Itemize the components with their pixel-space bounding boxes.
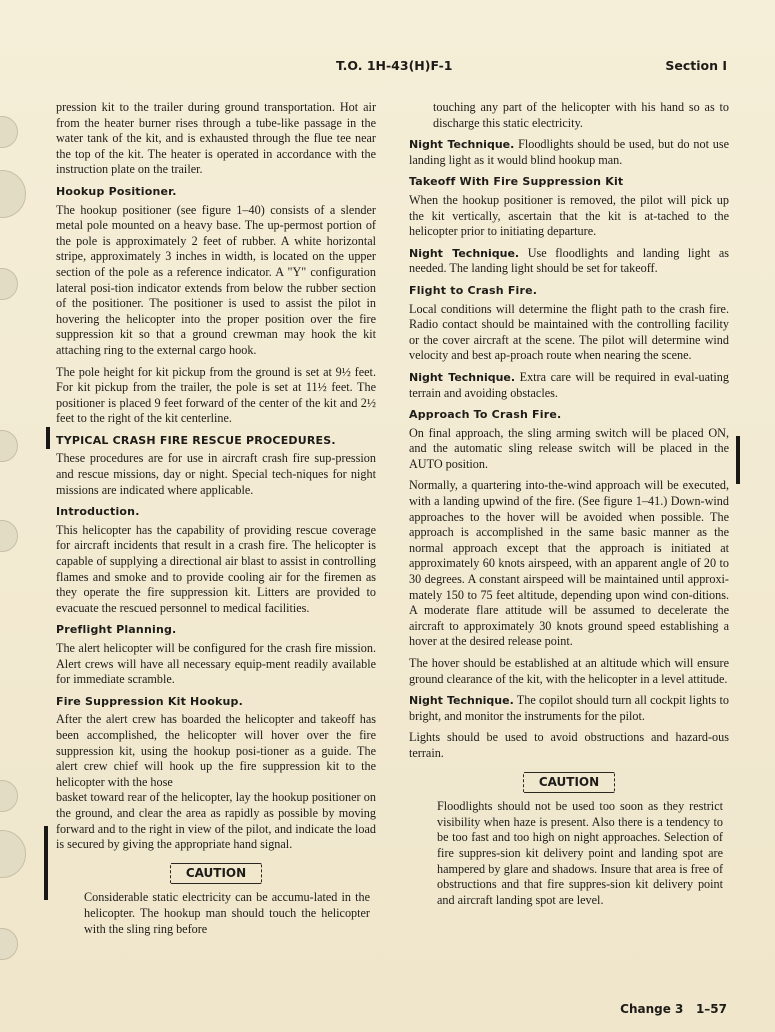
paragraph: These procedures are for use in aircraft crash fire sup-pression and rescue missions, day or night. Special tech-niques for night missions are indicated where applicable. [56, 451, 376, 497]
change-bar [46, 427, 50, 449]
night-technique-text: Use floodlights and landing light as needed. The landing light should be set for takeoff. [409, 245, 729, 276]
caution-label: CAUTION [170, 863, 262, 885]
change-number: Change 3 [620, 1002, 684, 1016]
binder-hole [0, 430, 18, 462]
paragraph: The hookup positioner (see figure 1–40) consists of a slender metal pole mounted on a heavy base. The up-permost portion of the pole is approximately 2 feet of rubber. A white horizontal stripe, approximately 3 inches in width, is located on the upper section of the pole as a reference indicator. A "Y" configuration lateral posi-tion indicator extends from below the rubber section of the positioner. The positioner is used to assist the pilot in hovering the helicopter into the proper position over the fire suppression kit so that a ground crewman may hook the kit attaching ring to the external cargo hook. [56, 202, 376, 357]
paragraph: The alert helicopter will be configured for the crash fire mission. Alert crews will have all necessary equip-ment readily available for immediate scramble. [56, 641, 376, 687]
left-column [56, 100, 376, 943]
binder-hole [0, 170, 26, 218]
paragraph: Normally, a quartering into-the-wind approach will be executed, with a landing upwind of the fire. (See figure 1–41.) Down-wind approaches to the hover will be avoided when possible. The approach is accomplished in the same basic manner as the normal approach except that the approach is initiated at approximately 60 knots airspeed, with an apparent angle of 20 to 30 degrees. A constant airspeed will be maintained until approxi-mately 150 to 75 feet altitude, depending upon wind con-ditions. A moderate flare attitude will be assumed to decelerate the aircraft to approximately 30 knots ground speed establishing a hover at the desired release point. [409, 478, 729, 649]
page-header [0, 58, 775, 78]
heading-flight-to-crash-fire: Flight to Crash Fire. [409, 283, 538, 297]
binder-hole [0, 116, 18, 148]
paragraph: After the alert crew has boarded the helicopter and takeoff has been accomplished, the helicopter will hover over the fire suppression kit, using the hookup posi-tioner as a guide. The alert crew chief will hook up the fire suppression kit to the helicopter with the hose [56, 712, 376, 789]
change-bar [44, 826, 48, 900]
heading-hookup-positioner: Hookup Positioner. [56, 184, 177, 198]
paragraph: touching any part of the helicopter with his hand so as to discharge this static electricity. [433, 100, 729, 130]
page-number: 1–57 [695, 1002, 727, 1016]
paragraph: Local conditions will determine the flight path to the crash fire. Radio contact should be maintained with the controlling facility or the cover aircraft at the scene. The pilot will determine wind velocity and best ap-proach route when nearing the scene. [409, 301, 729, 363]
night-technique-label: Night Technique. [409, 246, 520, 260]
paragraph: basket toward rear of the helicopter, lay the hookup positioner on the ground, and clear the area as rapidly as possible by moving forward and to the right in view of the pilot, and indicate the load is secured by giving the appropriate hand signal. [56, 790, 376, 852]
binder-hole [0, 520, 18, 552]
binder-hole [0, 268, 18, 300]
binder-hole [0, 928, 18, 960]
caution-text: Considerable static electricity can be accumu-lated in the helicopter. The hookup man should touch the helicopter with the sling ring before [84, 890, 370, 936]
night-technique-text: Extra care will be required in eval-uating terrain and avoiding obstacles. [409, 369, 729, 400]
paragraph: When the hookup positioner is removed, the pilot will pick up the kit vertically, ascertain that the kit is at-tached to the helicopter prior to initiating departure. [409, 192, 729, 239]
night-technique-text: The copilot should turn all cockpit lights to bright, and monitor the instruments for the pilot. [409, 693, 729, 723]
caution-text: Floodlights should not be used too soon as they restrict visibility when haze is present. Also there is a tendency to be too fast and too high on night approaches. Selection of fire suppres-sion kit delivery point and landing spot are hampered by glare and shadows. Insure that area is free of obstructions and that fire suppres-sion kit delivery point and aircraft landing spot are level. [437, 799, 723, 907]
night-technique-paragraph [409, 246, 729, 277]
heading-takeoff: Takeoff With Fire Suppression Kit [409, 175, 624, 189]
binder-hole [0, 780, 18, 812]
night-technique-label: Night Technique. [409, 694, 514, 708]
heading-approach: Approach To Crash Fire. [409, 408, 562, 422]
heading-fire-suppression-kit-hookup: Fire Suppression Kit Hookup. [56, 694, 243, 708]
heading-typical-procedures: TYPICAL CRASH FIRE RESCUE PROCEDURES. [56, 433, 336, 447]
caution-label: CAUTION [523, 772, 615, 794]
right-column [409, 100, 729, 914]
night-technique-paragraph [409, 693, 729, 724]
night-technique-paragraph [409, 370, 729, 401]
paragraph: The pole height for kit pickup from the ground is set at 9½ feet. For kit pickup from the trailer, the pole is set at 11½ feet. The positioner is placed 9 feet forward of the center of the kit and 2½ feet to the right of the kit centerline. [56, 364, 376, 426]
night-technique-text: Floodlights should be used, but do not use landing light as it would blind hookup man. [409, 137, 729, 167]
night-technique-paragraph [409, 137, 729, 168]
night-technique-label: Night Technique. [409, 138, 515, 152]
heading-preflight-planning: Preflight Planning. [56, 623, 177, 637]
heading-introduction: Introduction. [56, 505, 140, 519]
paragraph: pression kit to the trailer during ground transportation. Hot air from the heater burner rises through a tube-like passage in the water tank of the kit, and is exhausted through the flue tee near the top of the kit. The heater is operated in accordance with the instruction plate on the trailer. [56, 100, 376, 177]
change-bar [736, 436, 740, 484]
paragraph: On final approach, the sling arming switch will be placed ON, and the automatic sling release switch will be placed in the AUTO position. [409, 425, 729, 471]
section-label: Section I [665, 58, 727, 73]
page-footer [620, 1002, 727, 1016]
night-technique-label: Night Technique. [409, 370, 516, 384]
paragraph: The hover should be established at an altitude which will ensure ground clearance of the kit, with the helicopter in a level attitude. [409, 656, 729, 686]
paragraph: This helicopter has the capability of providing rescue coverage for aircraft incidents that result in a crash fire. The helicopter is capable of supplying a directional air blast to assist in controlling flames and smoke and to provide cooling air for the firemen as they operate the fire suppression kit. Litters are provided to evacuate the rescued personnel to medical facilities. [56, 522, 376, 615]
binder-hole [0, 830, 26, 878]
paragraph: Lights should be used to avoid obstructions and hazard-ous terrain. [409, 730, 729, 760]
document-number: T.O. 1H-43(H)F-1 [336, 58, 453, 73]
